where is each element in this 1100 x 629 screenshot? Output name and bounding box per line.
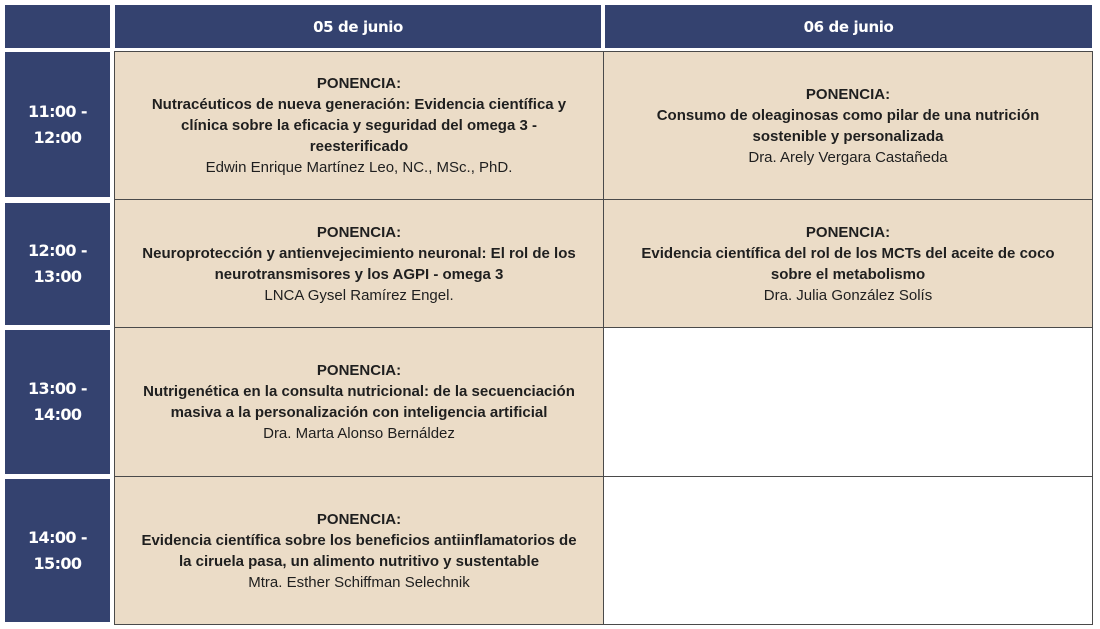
session-kind: PONENCIA: (805, 223, 891, 241)
time-end: 13:00 (33, 267, 82, 286)
session-kind: PONENCIA: (316, 510, 402, 528)
empty-session-cell (603, 476, 1093, 625)
session-speaker: Edwin Enrique Martínez Leo, NC., MSc., PhD. (205, 159, 513, 176)
time-end: 15:00 (33, 553, 82, 573)
session-kind: PONENCIA: (805, 85, 891, 103)
session-title: Consumo de oleaginosas como pilar de una nutrición sostenible y personalizada (656, 106, 1040, 145)
corner-header-cell (5, 5, 110, 48)
time-start: 14:00 - (28, 527, 87, 547)
time-slot-4 (5, 479, 110, 622)
session-cell (603, 199, 1093, 328)
session-speaker: Dra. Julia González Solís (763, 286, 933, 304)
session-cell (114, 327, 604, 477)
session-title: Nutrigenética en la consulta nutricional: de la secuenciación masiva a la personalización con inteligencia artificial (143, 383, 575, 421)
column-header-day1: 05 de junio (115, 5, 601, 48)
session-speaker: Dra. Marta Alonso Bernáldez (263, 425, 455, 442)
session-speaker: Dra. Arely Vergara Castañeda (748, 148, 948, 166)
session-title: Evidencia científica del rol de los MCTs del aceite de coco sobre el metabolismo (641, 244, 1055, 283)
session-speaker: LNCA Gysel Ramírez Engel. (264, 286, 454, 304)
time-slot-2 (5, 203, 110, 325)
session-cell (114, 51, 604, 200)
time-start: 13:00 - (28, 379, 87, 398)
session-kind: PONENCIA: (316, 223, 402, 241)
session-kind: PONENCIA: (316, 75, 402, 92)
time-start: 12:00 - (28, 241, 87, 260)
time-slot-1 (5, 52, 110, 197)
session-title: Nutracéuticos de nueva generación: Evidencia científica y clínica sobre la eficacia y seguridad del omega 3 - reesterificado (151, 96, 567, 155)
session-title: Neuroprotección y antienvejecimiento neuronal: El rol de los neurotransmisores y los AGPI - omega 3 (142, 244, 576, 283)
session-cell (114, 199, 604, 328)
session-cell (603, 51, 1093, 200)
time-start: 11:00 - (28, 101, 87, 121)
session-cell (114, 476, 604, 625)
time-slot-3 (5, 330, 110, 474)
session-speaker: Mtra. Esther Schiffman Selechnik (248, 573, 470, 591)
session-kind: PONENCIA: (316, 362, 402, 379)
column-header-day2: 06 de junio (605, 5, 1092, 48)
time-end: 12:00 (33, 127, 82, 147)
session-title: Evidencia científica sobre los beneficios antiinflamatorios de la ciruela pasa, un alimento nutritivo y sustentable (141, 531, 577, 570)
empty-session-cell (603, 327, 1093, 477)
time-end: 14:00 (33, 405, 82, 424)
